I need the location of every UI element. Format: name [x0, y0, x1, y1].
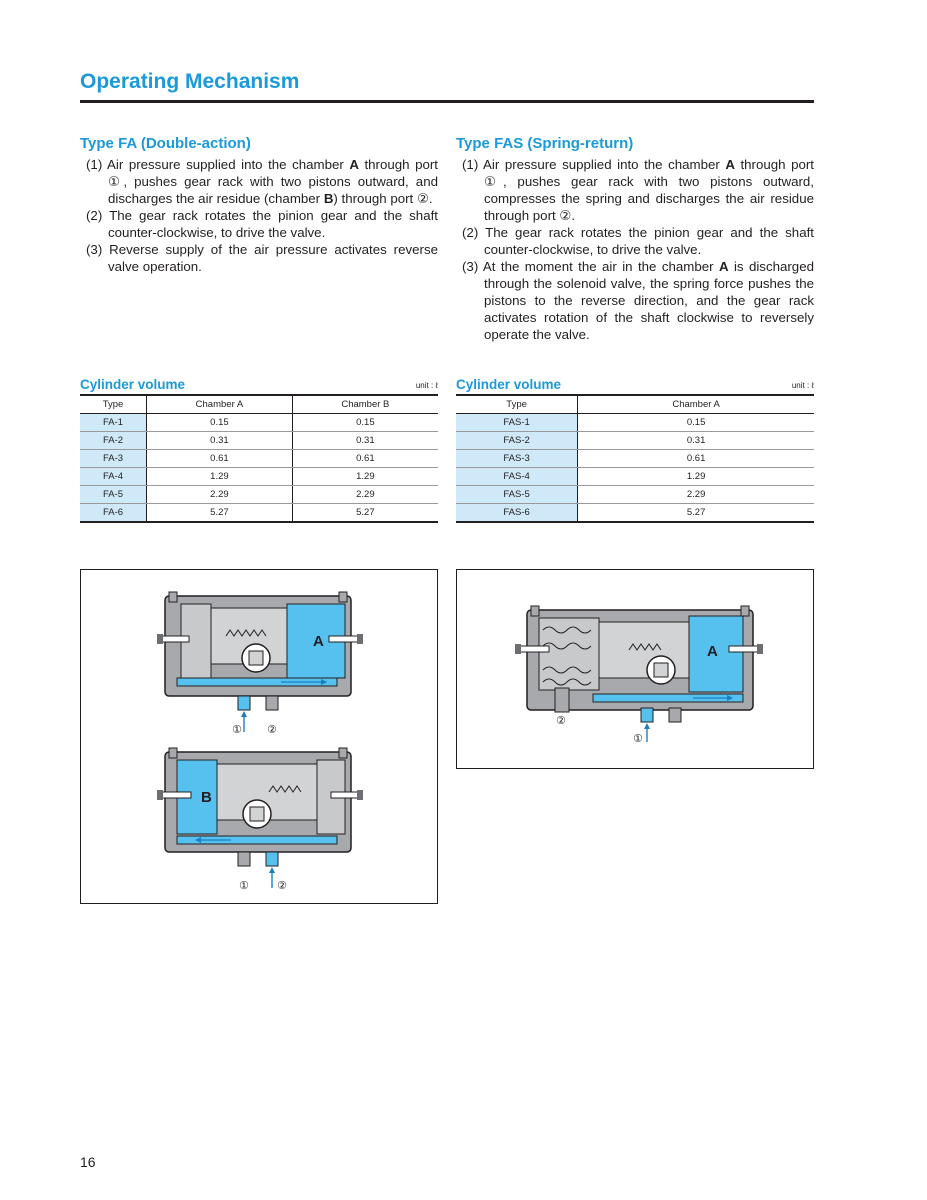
value-cell: 0.15 — [147, 414, 293, 432]
fas-step-3: (3) At the moment the air in the chamber A is discharged through the solenoid valve, the spring force pushes the pistons to the reverse direction, and the gear rack activates rotation of the shaft clockwise to reversely operate the valve. — [462, 259, 814, 342]
fa-volume-block — [80, 377, 438, 523]
type-cell: FA-6 — [80, 504, 147, 523]
table-row — [456, 486, 814, 504]
fas-step-1: (1) Air pressure supplied into the chamber A through port ①, pushes gear rack with two pistons outward, compresses the spring and discharges the air residue through port ②. — [462, 157, 814, 223]
fas-volume-title: Cylinder volume — [456, 377, 562, 392]
chamber-a-label: A — [313, 633, 324, 650]
port-2-label: ② — [556, 715, 566, 727]
table-row — [456, 468, 814, 486]
type-cell: FAS-6 — [456, 504, 578, 523]
table-row — [456, 432, 814, 450]
fas-volume-unit: unit : ℓ — [791, 381, 814, 390]
fa-volume-table — [80, 394, 438, 523]
value-cell: 0.31 — [578, 432, 814, 450]
column-header: Type — [80, 395, 147, 414]
fa-volume-title: Cylinder volume — [80, 377, 186, 392]
column-header: Chamber A — [147, 395, 293, 414]
fas-section — [456, 135, 814, 343]
table-row — [80, 504, 438, 523]
fa-step-3: (3) Reverse supply of the air pressure activates reverse valve operation. — [86, 242, 438, 274]
value-cell: 1.29 — [147, 468, 293, 486]
fa-diagram-top — [157, 592, 363, 736]
value-cell: 0.61 — [292, 450, 438, 468]
type-cell: FAS-4 — [456, 468, 578, 486]
port-2-label: ② — [267, 724, 277, 736]
fas-volume-block — [456, 377, 814, 523]
port-1-fitting — [238, 696, 250, 710]
table-row — [80, 414, 438, 432]
type-cell: FA-2 — [80, 432, 147, 450]
port-1-label: ① — [633, 733, 643, 745]
chamber-a-label: A — [707, 643, 718, 660]
value-cell: 0.15 — [578, 414, 814, 432]
table-row — [80, 486, 438, 504]
value-cell: 5.27 — [147, 504, 293, 523]
table-row — [456, 450, 814, 468]
table-row — [456, 504, 814, 523]
fa-diagram-bottom — [157, 748, 363, 892]
port-1-fitting — [641, 708, 653, 722]
fa-actuator-diagrams — [81, 570, 437, 903]
value-cell: 1.29 — [578, 468, 814, 486]
fa-volume-unit: unit : ℓ — [415, 381, 438, 390]
fa-heading: Type FA (Double-action) — [80, 135, 251, 152]
solenoid-port — [555, 688, 569, 712]
fas-diagram-box — [456, 569, 814, 769]
value-cell: 2.29 — [147, 486, 293, 504]
value-cell: 0.15 — [292, 414, 438, 432]
title-divider — [80, 100, 814, 103]
port-1-label: ① — [239, 880, 249, 892]
fa-step-2: (2) The gear rack rotates the pinion gear and the shaft counter-clockwise, to drive the valve. — [86, 208, 438, 240]
port-1-label: ① — [232, 724, 242, 736]
type-cell: FA-5 — [80, 486, 147, 504]
value-cell: 2.29 — [578, 486, 814, 504]
port-2-fitting — [266, 852, 278, 866]
chamber-b-label: B — [201, 789, 212, 806]
fas-heading: Type FAS (Spring-return) — [456, 135, 634, 152]
value-cell: 0.31 — [292, 432, 438, 450]
fas-volume-table — [456, 394, 814, 523]
value-cell: 5.27 — [292, 504, 438, 523]
table-row — [456, 414, 814, 432]
type-cell: FA-4 — [80, 468, 147, 486]
fa-steps — [80, 156, 438, 275]
page-number: 16 — [80, 1154, 96, 1170]
value-cell: 0.61 — [578, 450, 814, 468]
value-cell: 5.27 — [578, 504, 814, 523]
value-cell: 0.31 — [147, 432, 293, 450]
fas-step-2: (2) The gear rack rotates the pinion gear and the shaft counter-clockwise, to drive the valve. — [462, 225, 814, 257]
port-2-label: ② — [277, 880, 287, 892]
port-2-fitting — [266, 696, 278, 710]
type-cell: FAS-2 — [456, 432, 578, 450]
type-cell: FA-3 — [80, 450, 147, 468]
fa-step-1: (1) Air pressure supplied into the chamber A through port ①, pushes gear rack with two pistons outward, and discharges the air residue (chamber B) through port ②. — [86, 157, 438, 206]
table-row — [80, 432, 438, 450]
type-cell: FAS-5 — [456, 486, 578, 504]
fa-diagram-box — [80, 569, 438, 904]
fas-steps — [456, 156, 814, 343]
column-header: Type — [456, 395, 578, 414]
column-header: Chamber A — [578, 395, 814, 414]
column-header: Chamber B — [292, 395, 438, 414]
fas-actuator-diagram — [457, 570, 813, 768]
page-title: Operating Mechanism — [80, 70, 300, 93]
value-cell: 2.29 — [292, 486, 438, 504]
port-1-fitting — [238, 852, 250, 866]
type-cell: FAS-1 — [456, 414, 578, 432]
value-cell: 0.61 — [147, 450, 293, 468]
type-cell: FA-1 — [80, 414, 147, 432]
table-row — [80, 468, 438, 486]
table-row — [80, 450, 438, 468]
value-cell: 1.29 — [292, 468, 438, 486]
type-cell: FAS-3 — [456, 450, 578, 468]
fa-section — [80, 135, 438, 275]
